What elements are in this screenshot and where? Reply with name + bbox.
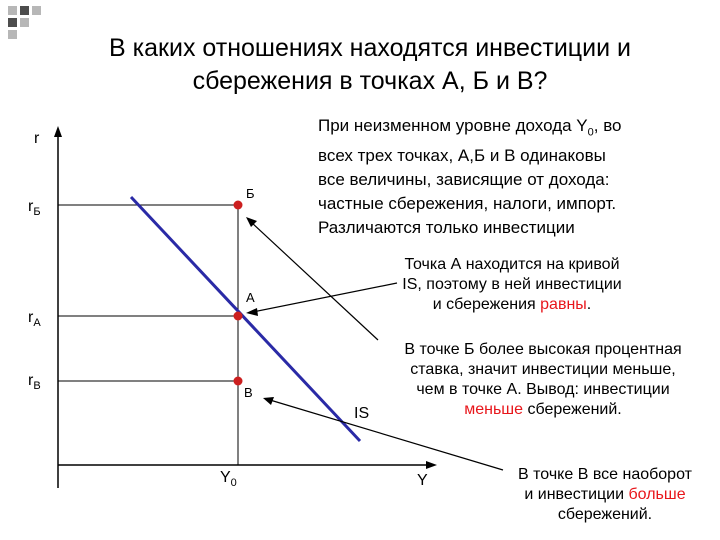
point-v-label: В xyxy=(244,385,253,400)
note-v-line-3: сбережений. xyxy=(557,506,653,523)
rate-label-b: $r_Б$ xyxy=(28,198,41,219)
note-v-line-2: и инвестиции больше xyxy=(524,486,686,503)
arrow-head-a xyxy=(246,308,258,316)
rate-label-v: $r_В$ xyxy=(28,372,41,393)
note-b-line-2: ставка, значит инвестиции меньше, xyxy=(410,361,676,378)
y-axis-arrow xyxy=(54,126,62,137)
point-v-marker xyxy=(234,377,243,386)
note-point-v xyxy=(500,465,710,525)
arrow-head-v xyxy=(263,397,274,405)
y-axis-label: r xyxy=(34,130,40,147)
note-same-values xyxy=(318,114,690,240)
point-b-label: Б xyxy=(246,186,255,201)
note-b-line-4: меньше сбережений. xyxy=(464,401,622,418)
note-same-line-4: частные сбережения, налоги, импорт. xyxy=(318,194,617,214)
note-a-line-2: IS, поэтому в ней инвестиции xyxy=(402,276,622,293)
income-label: $Y_0$ xyxy=(220,469,237,490)
emphasis-more: больше xyxy=(628,486,686,503)
note-v-line-1: В точке В все наоборот xyxy=(518,466,692,483)
x-axis-arrow xyxy=(426,461,437,469)
note-b-line-1: В точке Б более высокая процентная xyxy=(404,341,682,358)
note-point-a xyxy=(372,255,652,315)
title-line-1: В каких отношениях находятся инвестиции и xyxy=(109,34,631,62)
title-line-2: сбережения в точках А, Б и В? xyxy=(192,67,548,95)
emphasis-less: меньше xyxy=(464,401,524,418)
note-same-line-5: Различаются только инвестиции xyxy=(318,218,575,238)
point-a-marker xyxy=(234,312,243,321)
note-a-line-1: Точка А находится на кривой xyxy=(404,256,620,273)
note-b-line-3: чем в точке А. Вывод: инвестиции xyxy=(416,381,670,398)
note-point-b xyxy=(378,340,708,420)
rate-label-a: $r_А$ xyxy=(28,309,41,330)
note-same-line-3: все величины, зависящие от дохода: xyxy=(318,170,610,190)
emphasis-equal: равны xyxy=(540,296,587,313)
point-a-label: А xyxy=(246,290,255,305)
note-same-line-2: всех трех точках, А,Б и В одинаковы xyxy=(318,146,606,166)
note-same-line-1: При неизменном уровне дохода $Y_0$, во xyxy=(318,116,622,139)
point-b-marker xyxy=(234,201,243,210)
note-a-line-3: и сбережения равны. xyxy=(432,296,592,313)
x-axis-label: Y xyxy=(417,472,428,489)
curve-label: IS xyxy=(354,405,370,422)
